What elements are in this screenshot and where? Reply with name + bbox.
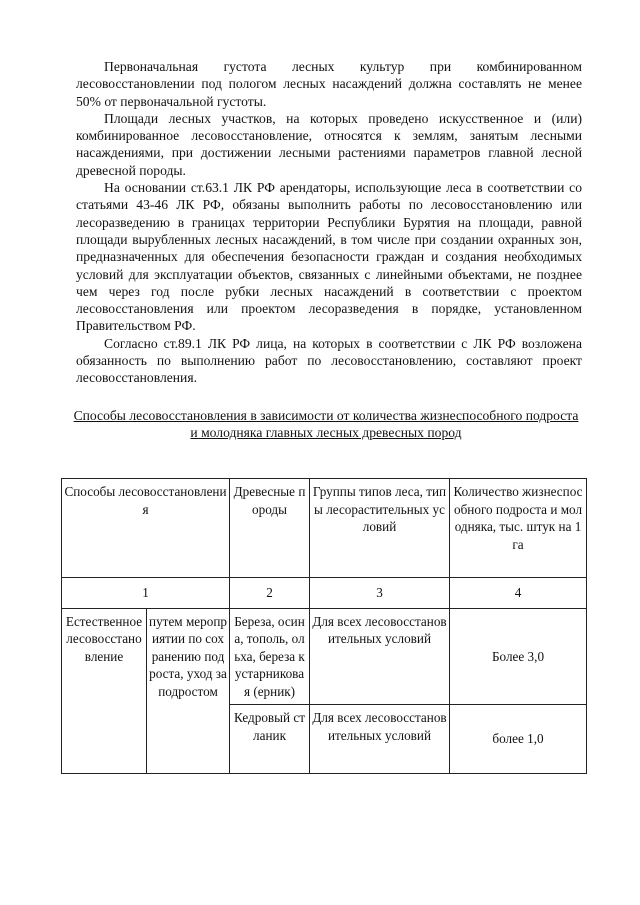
header-quantity: Количество жизнеспособного подроста и молодняка, тыс. штук на 1 га [450,479,587,578]
column-number: 2 [230,578,310,609]
paragraph: На основании ст.63.1 ЛК РФ арендаторы, использующие леса в соответствии со статьями 43-46 ЛК РФ, обязаны выполнить работы по лесовосстановлению или лесоразведению в границах территории Республики Бурятия на площади, равной площади вырубленных лесных насаждений, в том числе при создании охранных зон, предназначенных для обеспечения безопасности граждан и создания необходимых условий для эксплуатации объектов, связанных с линейными объектами, не позднее чем через год после рубки лесных насаждений в соответствии с проектом лесовосстановления или проектом лесоразведения в порядке, установленном Правительством РФ. [76,180,582,334]
header-methods: Способы лесовосстановления [62,479,230,578]
paragraph: Первоначальная густота лесных культур при комбинированном лесовосстановлении под пологом лесных насаждений должна составлять не менее 50% от первоначальной густоты. [76,59,582,109]
column-number: 1 [62,578,230,609]
header-species: Древесные породы [230,479,310,578]
paragraph: Площади лесных участков, на которых проведено искусственное и (или) комбинированное лесовосстановление, относятся к землям, занятым лесными насаждениями, при достижении лесными растениями параметров главной лесной древесной породы. [76,110,582,178]
cell-amount: Более 3,0 [450,608,587,705]
table-row [62,608,587,705]
table-caption: Способы лесовосстановления в зависимости от количества жизнеспособного подроста и молодняка главных лесных древесных пород [73,408,579,441]
cell-amount: более 1,0 [450,705,587,774]
column-number: 3 [310,578,450,609]
column-number-row [62,578,587,609]
paragraph: Согласно ст.89.1 ЛК РФ лица, на которых в соответствии с ЛК РФ возложена обязанность по выполнению работ по лесовосстановлению, составляют проект лесовосстановления. [76,335,582,386]
body-text [76,58,582,387]
cell-species: Береза, осина, тополь, ольха, береза кустарниковая (ерник) [230,608,310,705]
table-header-row [62,479,587,578]
cell-method: Естественное лесовосстановление [62,608,147,774]
regeneration-table [61,478,587,774]
column-number: 4 [450,578,587,609]
cell-species: Кедровый стланик [230,705,310,774]
cell-conditions: Для всех лесовосстановительных условий [310,705,450,774]
header-forest-types: Группы типов леса, типы лесорастительных условий [310,479,450,578]
cell-conditions: Для всех лесовосстановительных условий [310,608,450,705]
cell-submethod: путем мероприятии по сохранению подроста, уход за подростом [147,608,230,774]
